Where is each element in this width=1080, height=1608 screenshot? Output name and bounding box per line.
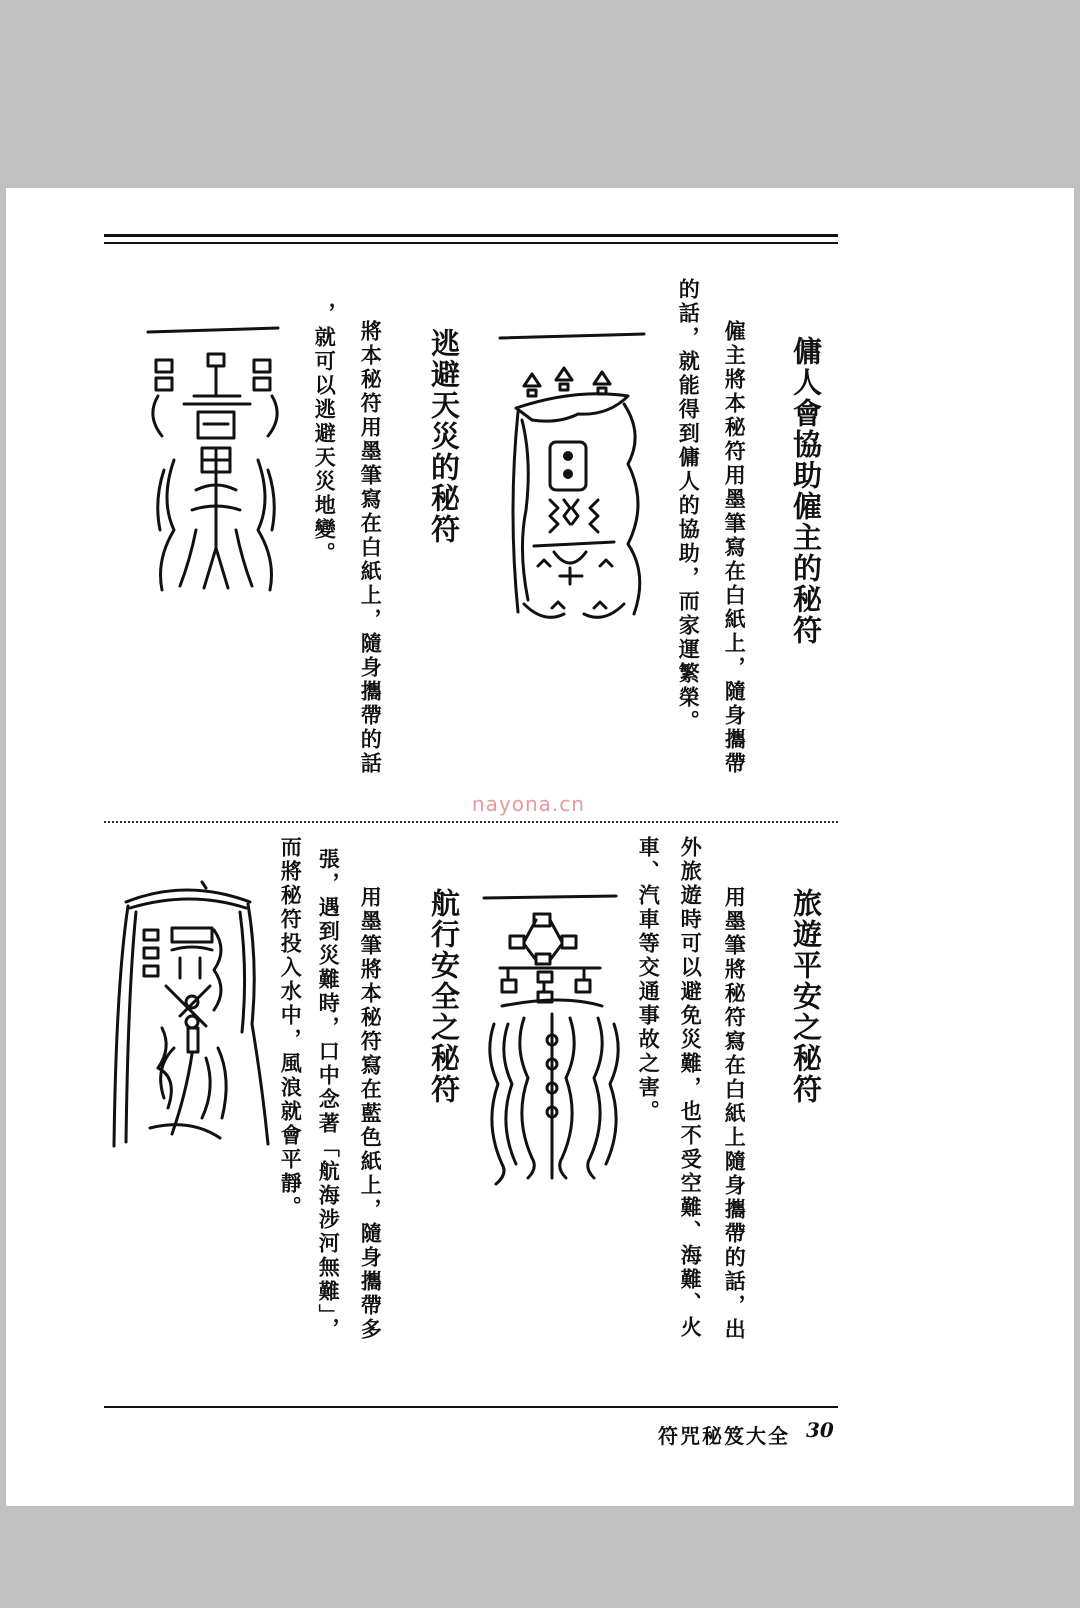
talisman-travel-icon	[480, 888, 640, 1188]
section-2-heading: 逃避天災的秘符	[427, 328, 461, 545]
bottom-rule	[104, 1406, 838, 1408]
section-1-heading: 傭人會協助僱主的秘符	[789, 336, 823, 646]
section-4-line-2: 張，遇到災難時，口中念著「航海涉河無難」，	[316, 848, 342, 1342]
section-3-line-3: 車、汽車等交通事故之害。	[636, 836, 662, 1124]
watermark: nayona.cn	[472, 792, 585, 816]
section-3-line-2: 外旅遊時可以避免災難，也不受空難、海難、火	[678, 836, 704, 1340]
talisman-disaster-icon	[144, 320, 294, 600]
talisman-servant-icon	[494, 324, 654, 644]
section-2-line-1: 將本秘符用墨筆寫在白紙上，隨身攜帶的話	[358, 320, 384, 776]
section-4-line-1: 用墨筆將本秘符寫在藍色紙上，隨身攜帶多	[358, 886, 384, 1342]
section-divider-dotted	[104, 821, 838, 823]
talisman-voyage-icon	[110, 878, 270, 1168]
page-number: 30	[806, 1418, 834, 1442]
section-1-line-1: 僱主將本秘符用墨筆寫在白紙上，隨身攜帶	[722, 320, 748, 776]
section-3-line-1: 用墨筆將秘符寫在白紙上隨身攜帶的話，出	[722, 886, 748, 1342]
section-4-line-3: 而將秘符投入水中，風浪就會平靜。	[278, 836, 304, 1220]
book-page	[6, 188, 1074, 1506]
section-1-line-2: 的話，就能得到傭人的協助，而家運繁榮。	[676, 278, 702, 734]
section-2-line-2: ，就可以逃避天災地變。	[312, 302, 338, 566]
book-title-footer: 符咒秘笈大全	[658, 1424, 790, 1448]
section-4-heading: 航行安全之秘符	[427, 888, 461, 1105]
top-double-rule	[104, 234, 838, 244]
section-3-heading: 旅遊平安之秘符	[789, 888, 823, 1105]
